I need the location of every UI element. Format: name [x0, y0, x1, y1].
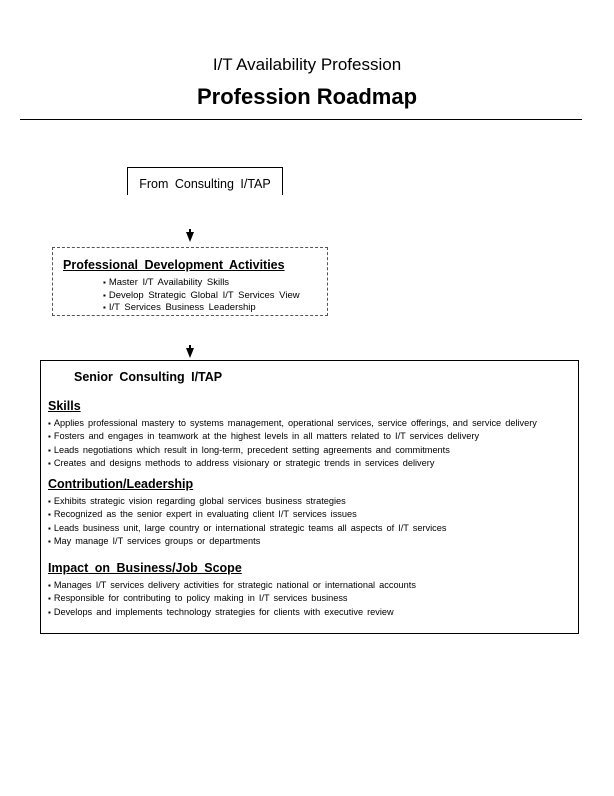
impact-list [48, 579, 416, 619]
contribution-list [48, 495, 446, 548]
skills-heading: Skills [48, 399, 81, 413]
list-item: ▪ Manages I/T services delivery activities for strategic national or international accounts [48, 579, 416, 592]
list-item: ▪ Develops and implements technology strategies for clients with executive review [48, 606, 416, 619]
development-list [103, 277, 300, 315]
from-role-box [127, 167, 283, 195]
page-title: Profession Roadmap [196, 84, 418, 109]
senior-role-box [40, 360, 579, 634]
contribution-heading: Contribution/Leadership [48, 477, 194, 491]
list-item: ▪ I/T Services Business Leadership [103, 302, 300, 315]
list-item: ▪ Leads negotiations which result in long-term, precedent setting agreements and commitments [48, 444, 537, 457]
list-item: ▪ Recognized as the senior expert in evaluating client I/T services issues [48, 508, 446, 521]
from-role-label: From Consulting I/TAP [139, 177, 271, 191]
list-item: ▪ Master I/T Availability Skills [103, 277, 300, 290]
list-item: ▪ Leads business unit, large country or international strategic teams all aspects of I/T services [48, 522, 446, 535]
list-item: ▪ Creates and designs methods to address visionary or strategic trends in services delivery [48, 457, 537, 470]
role-title: Senior Consulting I/TAP [74, 370, 223, 384]
title-divider [20, 119, 582, 120]
contribution-section [48, 477, 446, 548]
down-arrow-icon [186, 348, 194, 358]
down-arrow-icon [186, 232, 194, 242]
page-subtitle: I/T Availability Profession [212, 55, 402, 74]
list-item: ▪ Exhibits strategic vision regarding global services business strategies [48, 495, 446, 508]
list-item: ▪ Applies professional mastery to systems management, operational services, service offerings, and service delivery [48, 417, 537, 430]
skills-section [48, 399, 537, 470]
list-item: ▪ Fosters and engages in teamwork at the highest levels in all matters related to I/T services delivery [48, 430, 537, 443]
development-heading: Professional Development Activities [63, 258, 285, 272]
development-activities-box [52, 247, 328, 316]
list-item: ▪ Responsible for contributing to policy making in I/T services business [48, 592, 416, 605]
list-item: ▪ May manage I/T services groups or departments [48, 535, 446, 548]
list-item: ▪ Develop Strategic Global I/T Services View [103, 290, 300, 303]
impact-section [48, 561, 416, 619]
impact-heading: Impact on Business/Job Scope [48, 561, 242, 575]
skills-list [48, 417, 537, 470]
